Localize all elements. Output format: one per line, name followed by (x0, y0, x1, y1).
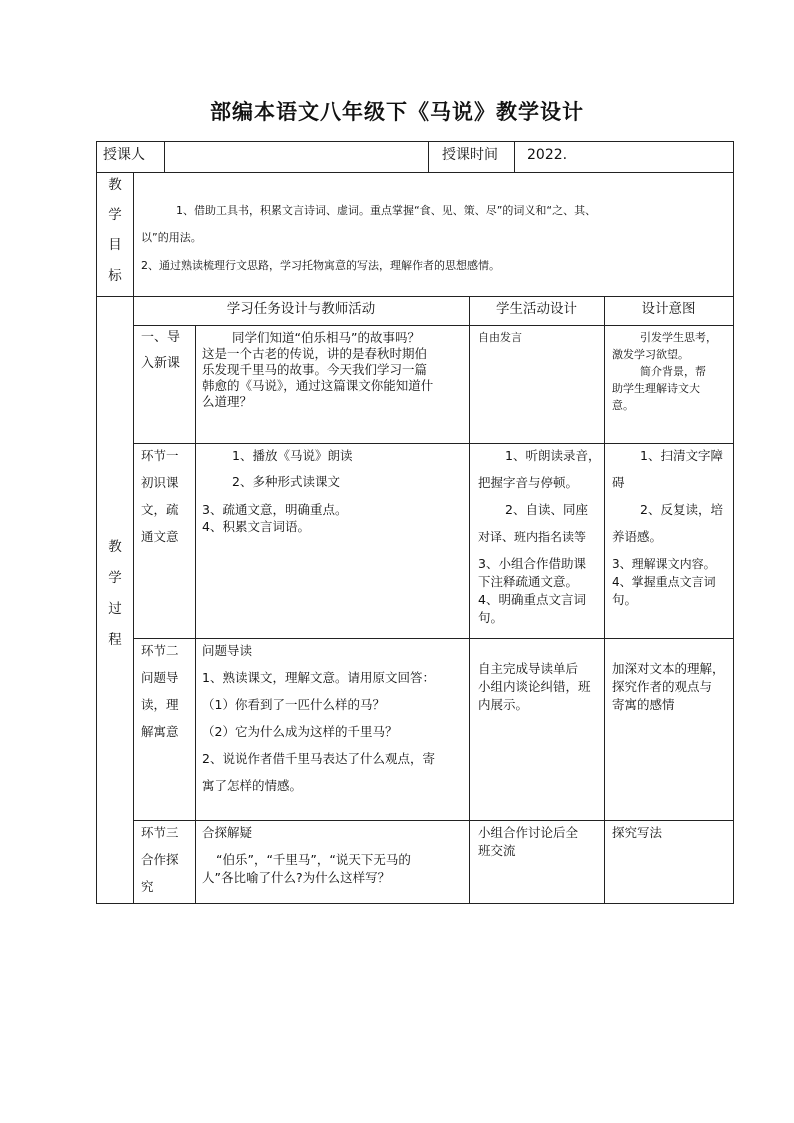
goals-label-char: 教 (108, 177, 122, 193)
process-label-char: 学 (108, 570, 122, 586)
teacher-line: 这是一个古老的传说，讲的是春秋时期伯 (202, 346, 428, 361)
stage-line: 问题导 (141, 670, 179, 685)
goals-label-char: 学 (108, 207, 122, 223)
intent-line: 助学生理解诗文大 (612, 382, 700, 395)
teacher-line: 3、疏通文意，明确重点。 (202, 502, 348, 517)
goal-line: 以”的用法。 (141, 231, 202, 244)
intent-line: 探究写法 (612, 825, 663, 840)
stage-line: 环节三 (141, 825, 179, 840)
intent-line: 意。 (612, 399, 634, 412)
stage-line: 合作探 (141, 852, 179, 867)
student-line: 2、自读、同座 (505, 502, 588, 517)
teacher-line: 韩愈的《马说》，通过这篇课文你能知道什 (202, 378, 434, 393)
teacher-line: 问题导读 (202, 643, 253, 658)
student-line: 4、明确重点文言词 (478, 592, 586, 607)
intent-line: 4、掌握重点文言词 (612, 575, 716, 589)
teacher-line: 2、多种形式读课文 (232, 474, 340, 489)
teacher-label: 授课人 (103, 147, 145, 163)
goal-line: 1、借助工具书，积累文言诗词、虚词。重点掌握“食、见、策、尽”的词义和“之、其、 (176, 204, 597, 217)
intent-line: 养语感。 (612, 529, 663, 544)
student-line: 自由发言 (478, 331, 522, 344)
goals-label-char: 标 (108, 268, 122, 284)
student-line: 自主完成导读单后 (478, 661, 579, 676)
intent-line: 引发学生思考， (640, 331, 717, 344)
teacher-line: 乐发现千里马的故事。今天我们学习一篇 (202, 362, 428, 377)
intent-line: 简介背景，帮 (640, 365, 706, 378)
goals-label-char: 目 (108, 237, 122, 253)
student-line: 下注释疏通文意。 (478, 574, 579, 589)
intent-line: 探究作者的观点与 (612, 679, 713, 694)
time-value: 2022. (527, 147, 568, 163)
stage-line: 文，疏 (141, 502, 179, 517)
teacher-line: 1、播放《马说》朗读 (232, 448, 353, 463)
stage-line: 一、导 (141, 330, 181, 345)
time-label: 授课时间 (442, 147, 498, 163)
stage-line: 解寓意 (141, 724, 179, 739)
student-line: 对译、班内指名读等 (478, 530, 587, 544)
student-line: 班交流 (478, 843, 516, 858)
stage-line: 通文意 (141, 529, 179, 544)
teacher-line: 合探解疑 (202, 825, 253, 840)
page-title: 部编本语文八年级下《马说》教学设计 (210, 100, 584, 124)
intent-line: 激发学习欲望。 (612, 348, 689, 361)
intent-line: 碍 (612, 475, 625, 490)
student-line: 3、小组合作借助课 (478, 556, 586, 571)
student-line: 1、听朗读录音， (505, 448, 601, 463)
teacher-line: 1、熟读课文，理解文意。请用原文回答： (202, 670, 435, 685)
teacher-line: 么道理？ (202, 394, 253, 409)
intent-line: 句。 (612, 592, 638, 607)
column-header: 学习任务设计与教师活动 (226, 301, 376, 317)
teacher-line: （1）你看到了一匹什么样的马？ (202, 697, 385, 712)
stage-line: 入新课 (141, 356, 181, 371)
intent-line: 3、理解课文内容。 (612, 557, 716, 571)
intent-line: 寄寓的感情 (612, 697, 675, 712)
student-line: 内展示。 (478, 697, 529, 712)
student-line: 把握字音与停顿。 (478, 475, 579, 490)
teacher-line: “伯乐”，“千里马”，“说天下无马的 (216, 852, 411, 867)
column-header: 设计意图 (641, 301, 696, 317)
goal-line: 2、通过熟读梳理行文思路，学习托物寓意的写法，理解作者的思想感情。 (141, 259, 500, 272)
intent-line: 2、反复读，培 (640, 502, 723, 517)
intent-line: 加深对文本的理解， (612, 661, 725, 676)
process-label-char: 过 (108, 601, 122, 617)
column-header: 学生活动设计 (496, 301, 577, 317)
stage-line: 读，理 (141, 697, 179, 712)
student-line: 句。 (478, 610, 504, 625)
stage-line: 究 (141, 879, 154, 894)
teacher-line: 同学们知道“伯乐相马”的故事吗？ (232, 330, 420, 345)
intent-line: 1、扫清文字障 (640, 448, 723, 463)
process-label-char: 程 (108, 632, 122, 648)
teacher-line: （2）它为什么成为这样的千里马？ (202, 724, 398, 739)
process-label-char: 教 (108, 539, 122, 555)
teacher-line: 人”各比喻了什么?为什么这样写？ (202, 870, 391, 885)
teacher-line: 2、说说作者借千里马表达了什么观点，寄 (202, 751, 435, 766)
teacher-line: 4、积累文言词语。 (202, 519, 310, 534)
student-line: 小组内谈论纠错，班 (478, 679, 591, 694)
student-line: 小组合作讨论后全 (478, 825, 579, 840)
stage-line: 初识课 (141, 475, 179, 490)
stage-line: 环节二 (141, 643, 179, 658)
stage-line: 环节一 (141, 448, 179, 463)
teacher-line: 寓了怎样的情感。 (202, 778, 303, 793)
